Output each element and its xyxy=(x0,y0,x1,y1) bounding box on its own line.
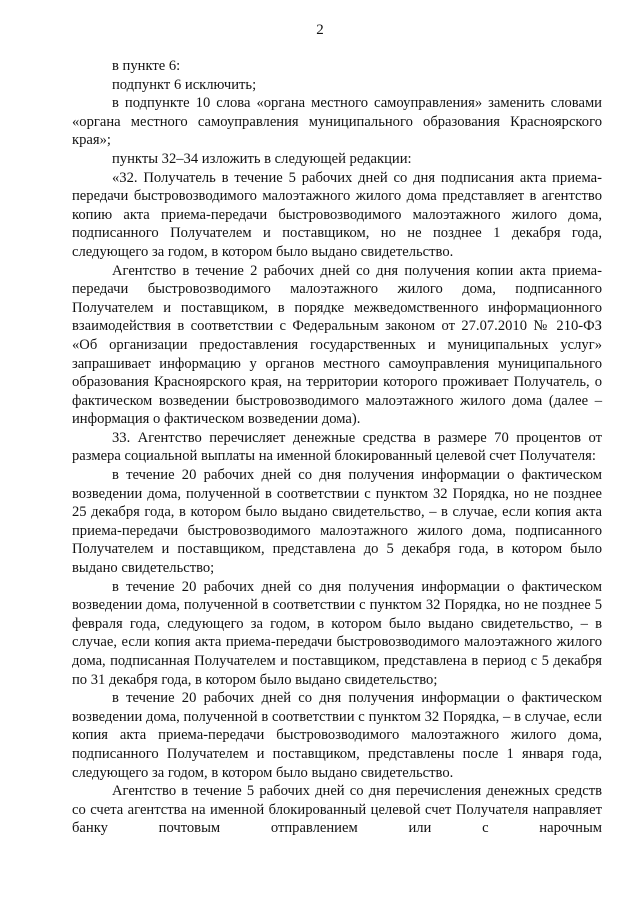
paragraph-agency-request: Агентство в течение 2 рабочих дней со дня получения копии акта приема-передачи быстровозводимого малоэтажного жилого дома, подписанного Получателем и поставщиком, в порядке межведомственного информационного взаимодействия в соответствии с Федеральным законом от 27.07.2010 № 210-ФЗ «Об организации предоставления государственных и муниципальных услуг» запрашивает информацию у органов местного самоуправления муниципального образования Красноярского края, на территории которого проживает Получатель, о фактическом возведении быстровозводимого малоэтажного жилого дома (далее – информация о фактическом возведении дома). xyxy=(72,262,602,428)
paragraph-clause-6: в пункте 6: xyxy=(112,58,181,74)
paragraph-clause-32: «32. Получатель в течение 5 рабочих дней со дня подписания акта приема-передачи быстровозводимого малоэтажного жилого дома представляет в агентство копию акта приема-передачи быстровозводимого малоэтажного жилого дома, подписанного Получателем и поставщиком, но не позднее 1 декабря года, следующего за годом, в котором было выдано свидетельство. xyxy=(72,169,602,260)
page-number: 2 xyxy=(316,22,324,38)
paragraph-transfer-case-3: в течение 20 рабочих дней со дня получения информации о фактическом возведении дома, полученной в соответствии с пунктом 32 Порядка, – в случае, если копия акта приема-передачи быстровозводимого малоэтажного жилого дома, подписанного Получателем и поставщиком, представлены после 1 января года, следующего за годом, в котором было выдано свидетельство. xyxy=(72,690,602,781)
document-body xyxy=(72,57,602,838)
paragraph-subclause-10-replace: в подпункте 10 слова «органа местного самоуправления» заменить словами «органа местного самоуправления муниципального образования Красноярского края»; xyxy=(72,95,602,149)
paragraph-agency-notify-bank: Агентство в течение 5 рабочих дней со дня перечисления денежных средств со счета агентства на именной блокированный целевой счет Получателя направляет банку почтовым отправлением или с нарочным xyxy=(72,783,602,837)
paragraph-clause-33: 33. Агентство перечисляет денежные средства в размере 70 процентов от размера социальной выплаты на именной блокированный целевой счет Получателя: xyxy=(72,429,602,465)
paragraph-transfer-case-1: в течение 20 рабочих дней со дня получения информации о фактическом возведении дома, полученной в соответствии с пунктом 32 Порядка, но не позднее 25 декабря года, в котором было выдано свидетельство, – в случае, если копия акта приема-передачи быстровозводимого малоэтажного жилого дома, подписанного Получателем и поставщиком, представлена до 5 декабря года, в котором было выдано свидетельство; xyxy=(72,467,602,577)
paragraph-subclause-6-delete: подпункт 6 исключить; xyxy=(112,76,257,93)
paragraph-transfer-case-2: в течение 20 рабочих дней со дня получения информации о фактическом возведении дома, полученной в соответствии с пунктом 32 Порядка, но не позднее 5 февраля года, следующего за годом, в котором было выдано свидетельство, – в случае, если копия акта приема-передачи быстровозводимого малоэтажного жилого дома, подписанная Получателем и поставщиком, представлена в период с 5 декабря по 31 декабря года, в котором было выдано свидетельство; xyxy=(72,578,602,688)
paragraph-clauses-32-34-intro: пункты 32–34 изложить в следующей редакции: xyxy=(112,150,412,167)
